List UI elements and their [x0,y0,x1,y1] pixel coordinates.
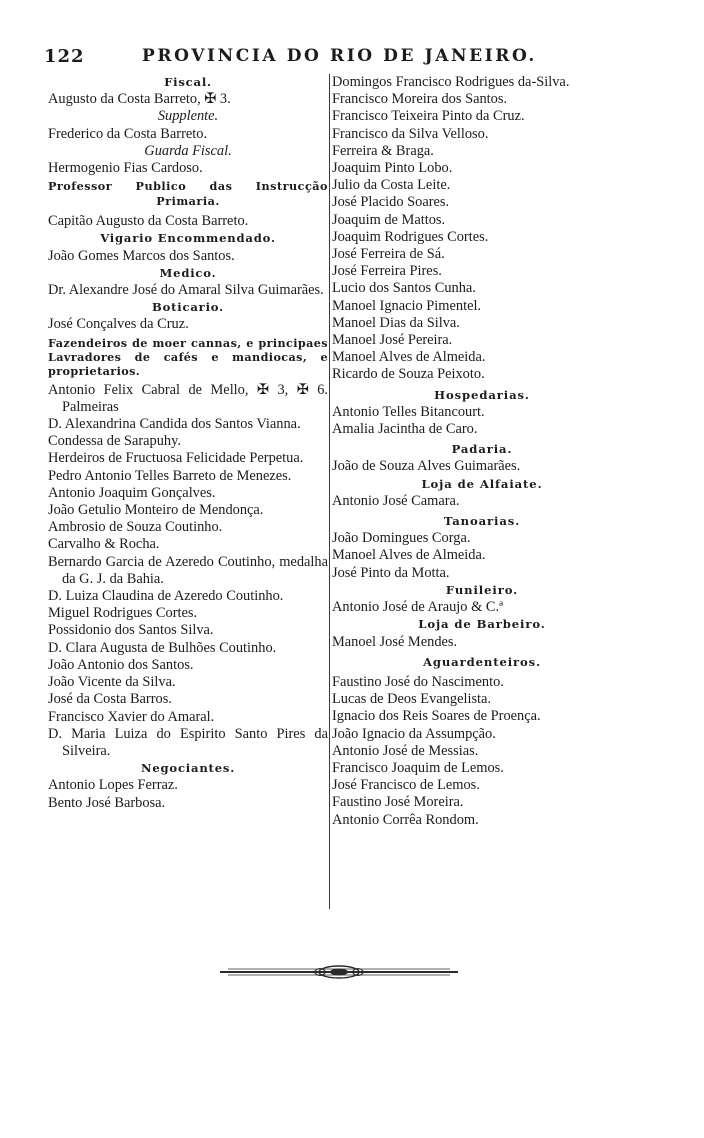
page-header [44,46,634,70]
list-entry: Francisco Xavier do Amaral. [48,708,215,725]
list-entry: Miguel Rodrigues Cortes. [48,605,198,622]
section-heading: Loja de Barbeiro. [418,617,546,632]
list-entry: Julio da Costa Leite. [332,177,451,194]
list-entry: Ignacio dos Reis Soares de Proença. [332,708,541,725]
list-entry: Herdeiros de Fructuosa Felicidade Perpetua. [48,450,304,467]
list-entry: D. Maria Luiza do Espirito Santo Pires da Silveira. [48,725,328,759]
section-heading: Tanoarias. [443,514,521,529]
list-entry: Manoel Alves de Almeida. [332,349,486,366]
list-entry: Francisco Joaquim de Lemos. [332,759,504,776]
list-entry: Frederico da Costa Barreto. [48,125,208,142]
list-entry: Francisco Moreira dos Santos. [332,91,508,108]
list-entry: Augusto da Costa Barreto, ✠ 3. [48,91,231,108]
section-heading: Negociantes. [140,761,236,776]
section-subheading: Supplente. [157,108,219,125]
list-entry: Ferreira & Braga. [332,142,434,159]
right-column [332,74,632,829]
list-entry: Manoel Dias da Silva. [332,314,460,331]
list-entry: Francisco Teixeira Pinto da Cruz. [332,108,525,125]
list-entry: Pedro Antonio Telles Barreto de Menezes. [48,467,292,484]
decorative-rule [218,963,460,981]
list-entry: Antonio Joaquim Gonçalves. [48,484,216,501]
section-heading: Boticario. [152,300,224,315]
list-entry: Bento José Barbosa. [48,794,166,811]
list-entry: Condessa de Sarapuhy. [48,433,181,450]
list-entry: João Domingues Corga. [332,530,471,547]
left-column [48,74,328,812]
list-entry: Possidonio dos Santos Silva. [48,622,214,639]
list-entry: João Gomes Marcos dos Santos. [48,247,235,264]
list-entry: Manoel José Pereira. [332,332,453,349]
section-subheading: Guarda Fiscal. [144,142,232,159]
list-entry: José Placido Soares. [332,194,450,211]
list-entry: Joaquim Rodrigues Cortes. [332,228,489,245]
list-entry: Manoel Ignacio Pimentel. [332,297,482,314]
section-heading: Fazendeiros de moer cannas, e principaes Lavradores de cafés e mandiocas, e proprietarios. [48,335,328,378]
list-entry: Domingos Francisco Rodrigues da-Silva. [332,74,570,90]
list-entry: Hermogenio Fias Cardoso. [48,160,203,177]
list-entry: Joaquim de Mattos. [332,211,446,228]
section-heading: Medico. [159,265,217,280]
list-entry: Antonio José Camara. [332,492,460,509]
section-heading: Fiscal. [164,75,212,89]
list-entry: José Conçalves da Cruz. [48,316,189,333]
list-entry: Ambrosio de Souza Coutinho. [48,519,223,536]
section-heading: Professor Publico das Instrucção Primaria. [48,179,328,209]
section-heading: Aguardenteiros. [422,654,542,669]
list-entry: Faustino José Moreira. [332,794,464,811]
list-entry: Antonio José de Messias. [332,742,479,759]
list-entry: Carvalho & Rocha. [48,536,160,553]
list-entry: D. Clara Augusta de Bulhões Coutinho. [48,639,277,656]
list-entry: D. Alexandrina Candida dos Santos Vianna. [48,416,301,433]
list-entry: Lucio dos Santos Cunha. [332,280,476,297]
list-entry: Francisco da Silva Velloso. [332,125,489,142]
list-entry: Capitão Augusto da Costa Barreto. [48,213,249,230]
list-entry: José Pinto da Motta. [332,564,450,581]
list-entry: Antonio Telles Bitancourt. [332,403,485,420]
section-heading: Hospedarias. [434,387,530,402]
list-entry: João Getulio Monteiro de Mendonça. [48,502,264,519]
list-entry: Faustino José do Nascimento. [332,673,504,690]
list-entry: Dr. Alexandre José do Amaral Silva Guimarães. [48,282,324,299]
list-entry: José Ferreira de Sá. [332,246,445,263]
list-entry: José Ferreira Pires. [332,263,442,280]
list-entry: Lucas de Deos Evangelista. [332,691,492,708]
list-entry: João Ignacio da Assumpção. [332,725,496,742]
list-entry: José da Costa Barros. [48,691,172,708]
running-title: PROVINCIA DO RIO DE JANEIRO. [142,46,537,66]
list-entry: Manoel José Mendes. [332,633,458,650]
list-entry: Antonio Lopes Ferraz. [48,777,178,794]
section-heading: Loja de Alfaiate. [421,476,543,491]
page-number: 122 [44,46,85,67]
list-entry: Bernardo Garcia de Azeredo Coutinho, medalha da G. J. da Bahia. [48,553,328,587]
list-entry: Antonio Corrêa Rondom. [332,811,479,828]
list-entry: Manoel Alves de Almeida. [332,547,486,564]
list-entry: João Vicente da Silva. [48,674,176,691]
section-heading: Funileiro. [445,582,519,597]
list-entry: Amalia Jacintha de Caro. [332,421,478,438]
list-entry: José Francisco de Lemos. [332,777,480,794]
list-entry: Antonio José de Araujo & C.ª [332,599,504,616]
list-entry: D. Luiza Claudina de Azeredo Coutinho. [48,588,284,605]
column-divider [329,74,330,909]
section-heading: Vigario Encommendado. [100,231,276,246]
list-entry: João Antonio dos Santos. [48,656,194,673]
list-entry: João de Souza Alves Guimarães. [332,458,521,475]
list-entry: Joaquim Pinto Lobo. [332,160,453,177]
section-heading: Padaria. [451,442,513,457]
list-entry: Antonio Felix Cabral de Mello, ✠ 3, ✠ 6. Palmeiras [48,381,328,415]
list-entry: Ricardo de Souza Peixoto. [332,366,485,383]
